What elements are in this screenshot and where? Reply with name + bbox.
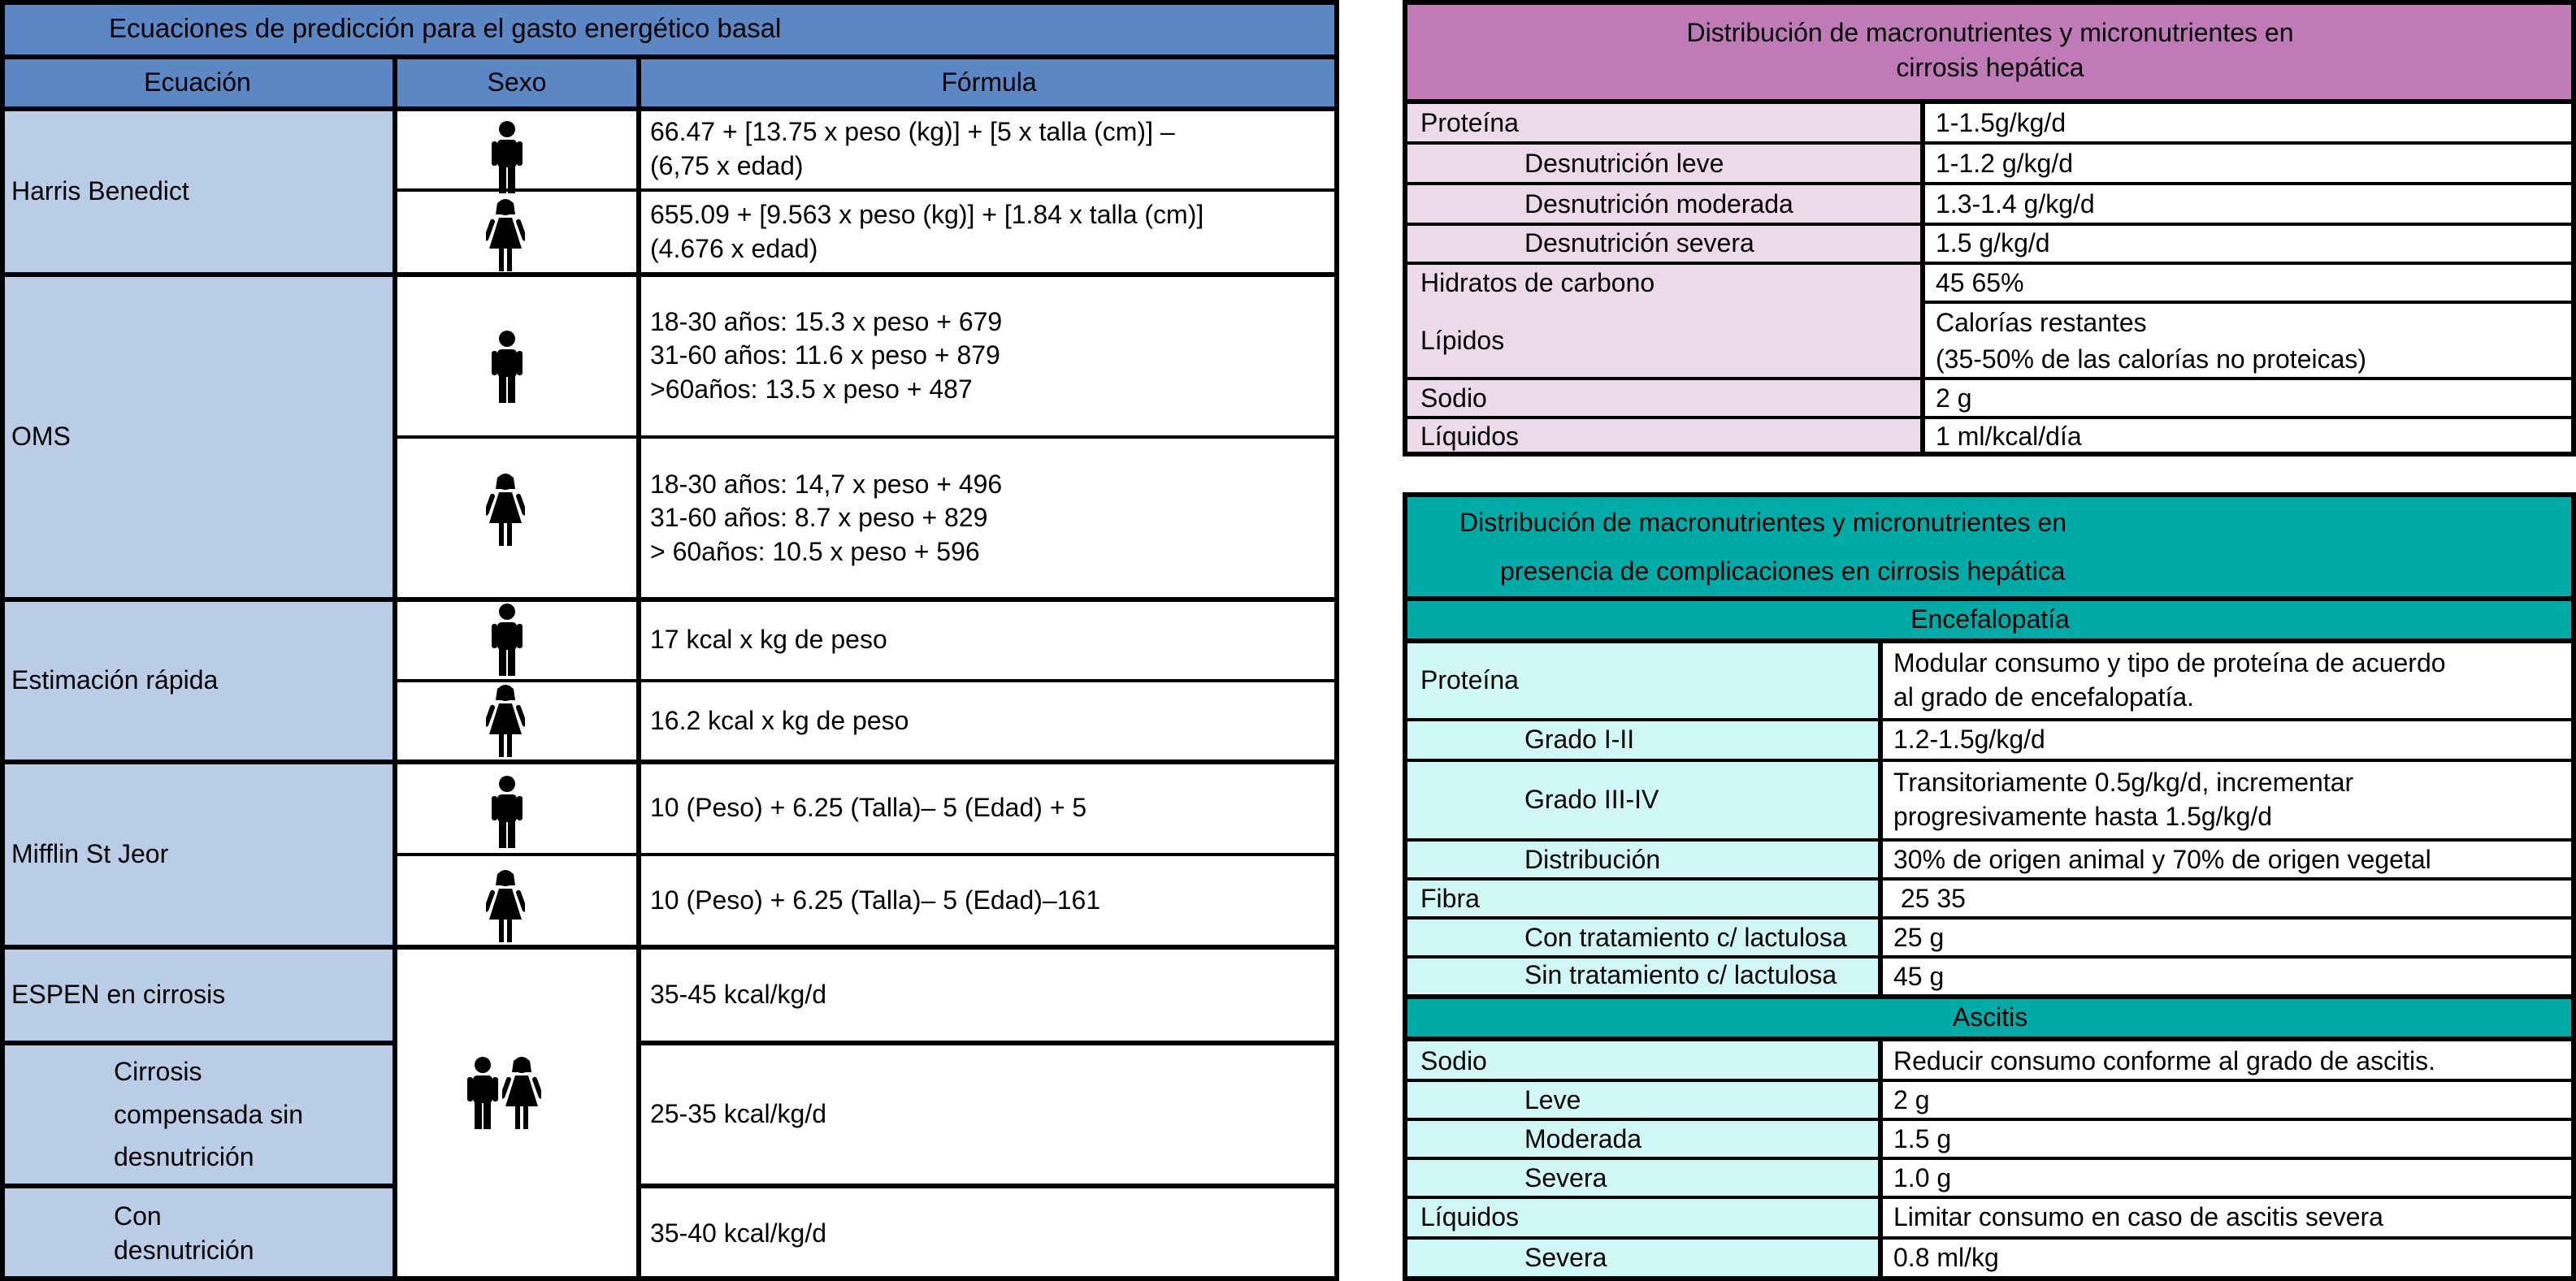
bottom-right-title-line2: presencia de complicaciones en cirrosis hepática — [1500, 556, 2066, 586]
br-label-liquidos: Líquidos — [1420, 1202, 1519, 1232]
br-label-proteina: Proteína — [1420, 665, 1519, 695]
rapida-female-formula: 16.2 kcal x kg de peso — [650, 706, 909, 736]
br-value-sodio: Reducir consumo conforme al grado de ascitis. — [1893, 1046, 2435, 1076]
left-table-title: Ecuaciones de predicción para el gasto energético basal — [0, 0, 1339, 57]
br-value-moderada: 1.5 g — [1893, 1124, 1952, 1154]
mifflin-male-formula: 10 (Peso) + 6.25 (Talla)– 5 (Edad) + 5 — [650, 793, 1087, 823]
rapida-male-formula: 17 kcal x kg de peso — [650, 625, 887, 655]
br-label-severa: Severa — [1524, 1163, 1607, 1193]
br-label-con-lactulosa: Con tratamiento c/ lactulosa — [1524, 923, 1847, 953]
con-desnutricion-formula: 35-40 kcal/kg/d — [650, 1218, 827, 1248]
tr-value-sodio: 2 g — [1936, 383, 1972, 413]
tr-label-liquidos: Líquidos — [1420, 422, 1519, 452]
br-label-grado-3-4: Grado III-IV — [1524, 785, 1659, 815]
oms-female-formula: 18-30 años: 14,7 x peso + 496 31-60 años: 8.7 x peso + 829 > 60años: 10.5 x peso + 596 — [650, 469, 1003, 566]
con-desnutricion-label: Con desnutrición — [114, 1201, 254, 1265]
tr-value-lipidos: Calorías restantes (35-50% de las calorías no proteicas) — [1936, 308, 2367, 374]
header-sexo: Sexo — [395, 57, 639, 109]
tr-value-desnutricion-leve: 1-1.2 g/kg/d — [1936, 149, 2073, 179]
bottom-right-border — [1403, 492, 2576, 1281]
tr-label-sodio: Sodio — [1420, 383, 1487, 413]
br-label-grado-1-2: Grado I-II — [1524, 725, 1635, 755]
tr-value-desnutricion-severa: 1.5 g/kg/d — [1936, 228, 2050, 258]
top-right-border — [1403, 0, 2576, 457]
br-value-liquidos-severa: 0.8 ml/kg — [1893, 1243, 1999, 1273]
tr-label-desnutricion-severa: Desnutrición severa — [1524, 228, 1754, 258]
mifflin-label: Mifflin St Jeor — [11, 839, 169, 869]
br-value-grado-1-2: 1.2-1.5g/kg/d — [1893, 725, 2045, 755]
tr-label-proteina: Proteína — [1420, 108, 1519, 138]
tr-value-desnutricion-moderada: 1.3-1.4 g/kg/d — [1936, 189, 2095, 219]
tr-value-liquidos: 1 ml/kcal/día — [1936, 422, 2082, 452]
br-value-sin-lactulosa: 45 g — [1893, 962, 1945, 992]
mifflin-female-formula: 10 (Peso) + 6.25 (Talla)– 5 (Edad)–161 — [650, 885, 1101, 915]
tr-label-hidratos: Hidratos de carbono — [1420, 268, 1655, 298]
bottom-right-title-line1: Distribución de macronutrientes y micronutrientes en — [1459, 508, 2066, 538]
br-value-liquidos: Limitar consumo en caso de ascitis severa — [1893, 1202, 2383, 1232]
br-value-con-lactulosa: 25 g — [1893, 923, 1945, 953]
section-ascitis: Ascitis — [1404, 998, 2576, 1038]
estimacion-rapida-label: Estimación rápida — [11, 665, 219, 695]
br-value-distribucion: 30% de origen animal y 70% de origen vegetal — [1893, 845, 2431, 875]
br-value-grado-3-4: Transitoriamente 0.5g/kg/d, incrementar progresivamente hasta 1.5g/kg/d — [1893, 768, 2354, 831]
section-encefalopatia: Encefalopatía — [1404, 599, 2576, 640]
top-right-title: Distribución de macronutrientes y micronutrientes en cirrosis hepática — [1404, 0, 2576, 101]
br-label-distribucion: Distribución — [1524, 845, 1661, 875]
br-value-leve: 2 g — [1893, 1085, 1930, 1115]
br-label-fibra: Fibra — [1420, 884, 1480, 914]
br-label-sodio: Sodio — [1420, 1046, 1487, 1076]
cirrosis-compensada-label: Cirrosis compensada sin desnutrición — [114, 1056, 304, 1172]
br-label-sin-lactulosa: Sin tratamiento c/ lactulosa — [1524, 960, 1837, 990]
header-ecuacion: Ecuación — [0, 57, 395, 109]
harris-benedict-label: Harris Benedict — [11, 176, 189, 206]
br-label-leve: Leve — [1524, 1085, 1581, 1115]
br-label-liquidos-severa: Severa — [1524, 1243, 1607, 1273]
header-formula: Fórmula — [639, 57, 1339, 109]
br-label-moderada: Moderada — [1524, 1124, 1642, 1154]
harris-male-formula: 66.47 + [13.75 x peso (kg)] + [5 x talla (cm)] – (6,75 x edad) — [650, 117, 1175, 180]
tr-label-desnutricion-moderada: Desnutrición moderada — [1524, 189, 1793, 219]
compensada-formula: 25-35 kcal/kg/d — [650, 1099, 827, 1129]
tr-label-lipidos: Lípidos — [1420, 326, 1505, 356]
espen-formula: 35-45 kcal/kg/d — [650, 980, 827, 1010]
tr-value-proteina: 1-1.5g/kg/d — [1936, 108, 2066, 138]
espen-label: ESPEN en cirrosis — [11, 980, 226, 1010]
tr-value-hidratos: 45 65% — [1936, 268, 2024, 298]
oms-male-formula: 18-30 años: 15.3 x peso + 679 31-60 años: 11.6 x peso + 879 >60años: 13.5 x peso + 487 — [650, 306, 1003, 404]
harris-female-formula: 655.09 + [9.563 x peso (kg)] + [1.84 x talla (cm)] (4.676 x edad) — [650, 200, 1204, 263]
br-value-fibra: 25 35 — [1893, 884, 1966, 914]
oms-label: OMS — [11, 422, 71, 452]
br-value-proteina: Modular consumo y tipo de proteína de acuerdo al grado de encefalopatía. — [1893, 648, 2446, 712]
br-value-severa: 1.0 g — [1893, 1163, 1952, 1193]
tr-label-desnutricion-leve: Desnutrición leve — [1524, 149, 1724, 179]
